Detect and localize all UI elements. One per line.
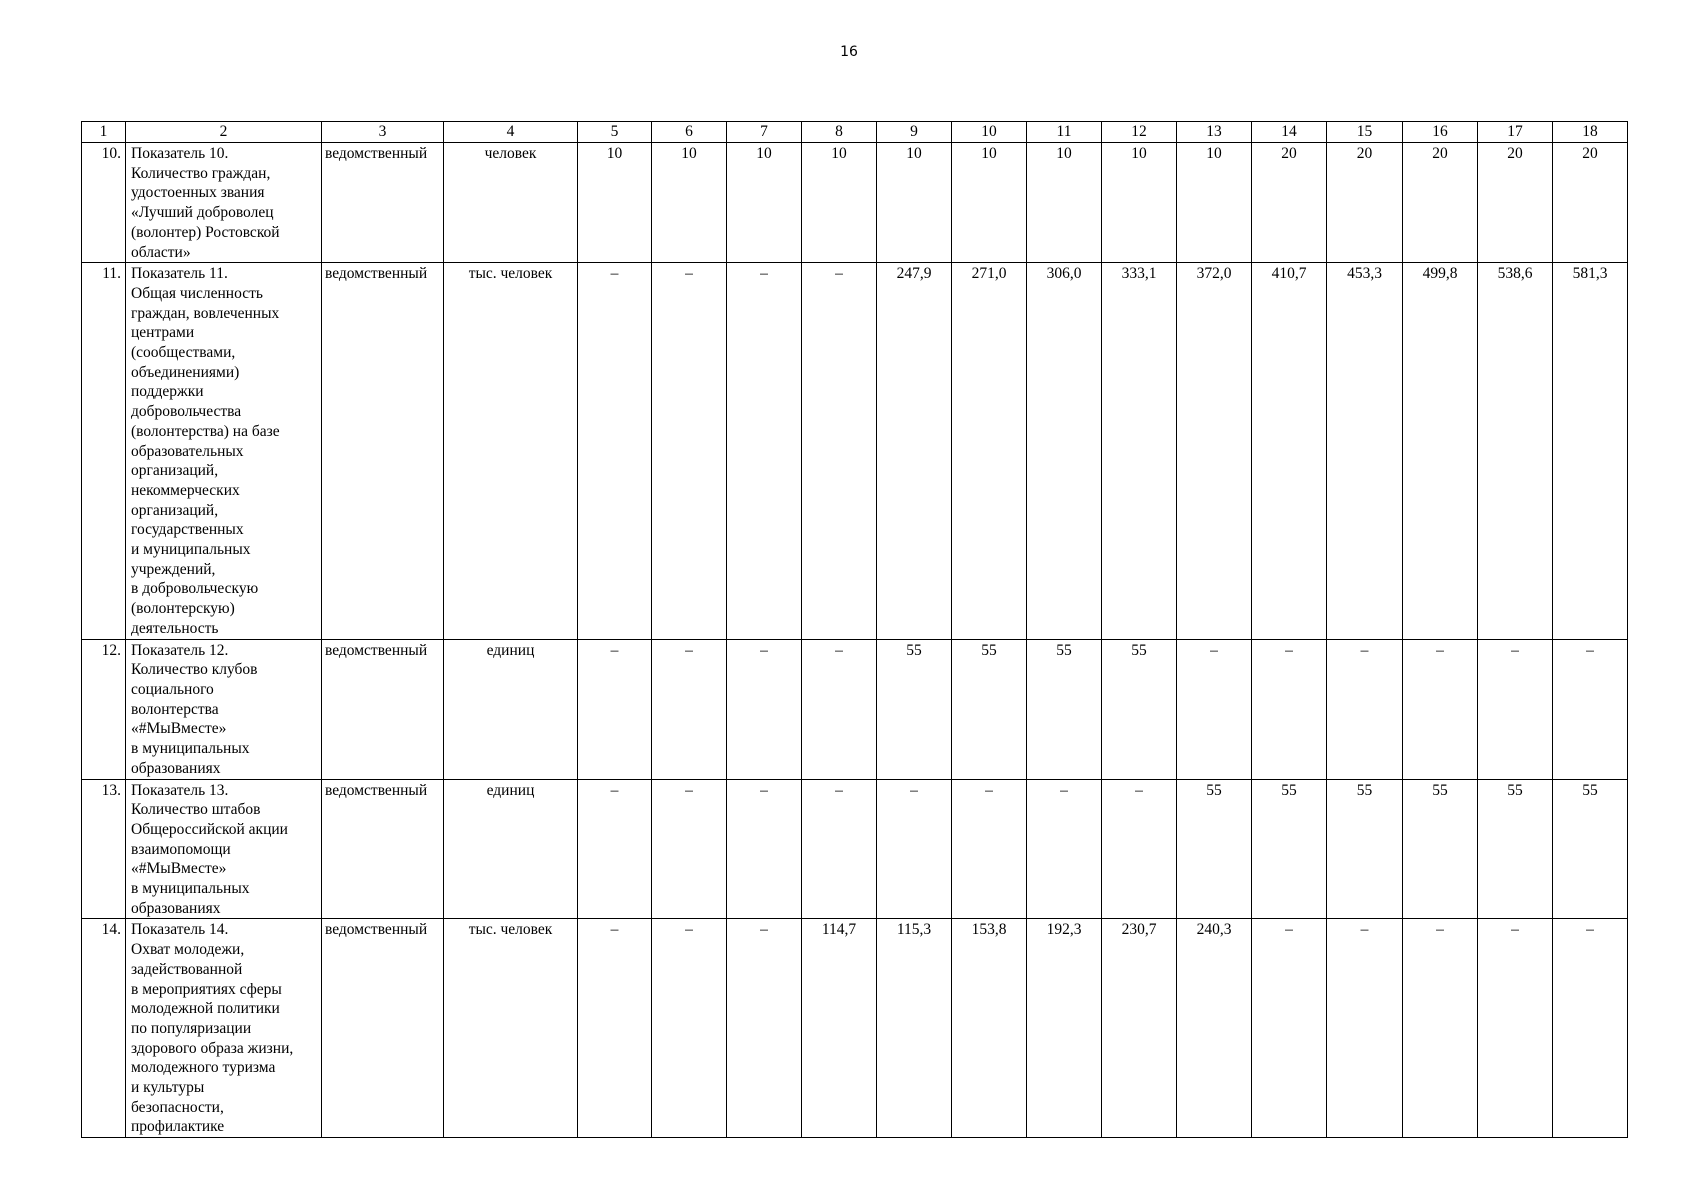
value-cell: – — [877, 779, 952, 919]
value-cell: – — [1252, 639, 1327, 779]
value-cell: 10 — [1027, 143, 1102, 263]
indicator-type-cell: ведомственный — [322, 263, 444, 639]
column-number-cell: 16 — [1403, 122, 1478, 143]
unit-cell: тыс. человек — [444, 919, 578, 1138]
value-cell: – — [1553, 919, 1628, 1138]
value-cell: – — [652, 263, 727, 639]
value-cell: – — [1327, 639, 1403, 779]
value-cell: – — [727, 639, 802, 779]
value-cell: – — [1027, 779, 1102, 919]
column-number-cell: 7 — [727, 122, 802, 143]
value-cell: 10 — [578, 143, 652, 263]
value-cell: 55 — [1478, 779, 1553, 919]
value-cell: 114,7 — [802, 919, 877, 1138]
row-number-cell: 13. — [82, 779, 126, 919]
value-cell: 20 — [1403, 143, 1478, 263]
indicator-name-cell: Показатель 10. Количество граждан, удостоенных звания «Лучший доброволец (волонтер) Ростовской области» — [126, 143, 322, 263]
value-cell: 10 — [1177, 143, 1252, 263]
value-cell: 333,1 — [1102, 263, 1177, 639]
page-number: 16 — [840, 44, 858, 60]
column-number-cell: 5 — [578, 122, 652, 143]
indicator-name-cell: Показатель 13. Количество штабов Общероссийской акции взаимопомощи «#МыВместе» в муниципальных образованиях — [126, 779, 322, 919]
value-cell: – — [578, 779, 652, 919]
value-cell: – — [578, 263, 652, 639]
unit-cell: единиц — [444, 639, 578, 779]
value-cell: 20 — [1478, 143, 1553, 263]
value-cell: – — [1102, 779, 1177, 919]
indicator-name-cell: Показатель 11. Общая численность граждан, вовлеченных центрами (сообществами, объединениями) поддержки добровольчества (волонтерства) на базе образовательных организаций, некоммерческих организаций, государственных и муниципальных учреждений, в добровольческую (волонтерскую) деятельность — [126, 263, 322, 639]
value-cell: 153,8 — [952, 919, 1027, 1138]
value-cell: 55 — [1252, 779, 1327, 919]
row-number-cell: 12. — [82, 639, 126, 779]
indicator-row — [82, 639, 1628, 779]
value-cell: – — [652, 779, 727, 919]
column-number-cell: 1 — [82, 122, 126, 143]
column-number-cell: 17 — [1478, 122, 1553, 143]
value-cell: 55 — [1102, 639, 1177, 779]
value-cell: – — [1403, 639, 1478, 779]
value-cell: – — [1553, 639, 1628, 779]
value-cell: 10 — [727, 143, 802, 263]
column-number-cell: 15 — [1327, 122, 1403, 143]
indicator-type-cell: ведомственный — [322, 143, 444, 263]
value-cell: – — [1478, 639, 1553, 779]
value-cell: – — [578, 639, 652, 779]
indicator-row — [82, 143, 1628, 263]
value-cell: – — [952, 779, 1027, 919]
column-number-cell: 10 — [952, 122, 1027, 143]
value-cell: – — [1403, 919, 1478, 1138]
column-number-cell: 3 — [322, 122, 444, 143]
value-cell: 230,7 — [1102, 919, 1177, 1138]
value-cell: 10 — [952, 143, 1027, 263]
value-cell: 20 — [1252, 143, 1327, 263]
column-number-row — [82, 122, 1628, 143]
value-cell: 20 — [1327, 143, 1403, 263]
indicators-table — [81, 121, 1628, 1138]
row-number-cell: 11. — [82, 263, 126, 639]
indicator-type-cell: ведомственный — [322, 639, 444, 779]
value-cell: 247,9 — [877, 263, 952, 639]
value-cell: 453,3 — [1327, 263, 1403, 639]
value-cell: – — [652, 639, 727, 779]
column-number-cell: 2 — [126, 122, 322, 143]
value-cell: 115,3 — [877, 919, 952, 1138]
column-number-cell: 12 — [1102, 122, 1177, 143]
value-cell: 55 — [1403, 779, 1478, 919]
value-cell: – — [802, 639, 877, 779]
column-number-cell: 13 — [1177, 122, 1252, 143]
row-number-cell: 10. — [82, 143, 126, 263]
row-number-cell: 14. — [82, 919, 126, 1138]
value-cell: 538,6 — [1478, 263, 1553, 639]
indicator-row — [82, 919, 1628, 1138]
indicator-name-cell: Показатель 12. Количество клубов социального волонтерства «#МыВместе» в муниципальных образованиях — [126, 639, 322, 779]
value-cell: 581,3 — [1553, 263, 1628, 639]
value-cell: 271,0 — [952, 263, 1027, 639]
value-cell: 55 — [952, 639, 1027, 779]
column-number-cell: 14 — [1252, 122, 1327, 143]
value-cell: 55 — [877, 639, 952, 779]
indicator-type-cell: ведомственный — [322, 779, 444, 919]
column-number-cell: 6 — [652, 122, 727, 143]
value-cell: 499,8 — [1403, 263, 1478, 639]
value-cell: 20 — [1553, 143, 1628, 263]
indicator-row — [82, 263, 1628, 639]
value-cell: – — [727, 919, 802, 1138]
value-cell: – — [1177, 639, 1252, 779]
value-cell: 10 — [877, 143, 952, 263]
value-cell: 372,0 — [1177, 263, 1252, 639]
unit-cell: человек — [444, 143, 578, 263]
column-number-cell: 11 — [1027, 122, 1102, 143]
indicator-row — [82, 779, 1628, 919]
value-cell: 55 — [1553, 779, 1628, 919]
column-number-cell: 4 — [444, 122, 578, 143]
value-cell: 10 — [802, 143, 877, 263]
value-cell: 410,7 — [1252, 263, 1327, 639]
indicator-name-cell: Показатель 14. Охват молодежи, задействованной в мероприятиях сферы молодежной политики по популяризации здорового образа жизни, молодежного туризма и культуры безопасности, профилактике — [126, 919, 322, 1138]
column-number-cell: 18 — [1553, 122, 1628, 143]
value-cell: 10 — [1102, 143, 1177, 263]
indicator-type-cell: ведомственный — [322, 919, 444, 1138]
value-cell: – — [652, 919, 727, 1138]
value-cell: 306,0 — [1027, 263, 1102, 639]
value-cell: 10 — [652, 143, 727, 263]
value-cell: – — [802, 263, 877, 639]
value-cell: – — [727, 263, 802, 639]
value-cell: 55 — [1327, 779, 1403, 919]
unit-cell: единиц — [444, 779, 578, 919]
value-cell: – — [578, 919, 652, 1138]
value-cell: 55 — [1027, 639, 1102, 779]
column-number-cell: 8 — [802, 122, 877, 143]
value-cell: – — [1252, 919, 1327, 1138]
unit-cell: тыс. человек — [444, 263, 578, 639]
value-cell: – — [1478, 919, 1553, 1138]
column-number-cell: 9 — [877, 122, 952, 143]
value-cell: – — [802, 779, 877, 919]
value-cell: – — [1327, 919, 1403, 1138]
value-cell: – — [727, 779, 802, 919]
value-cell: 240,3 — [1177, 919, 1252, 1138]
value-cell: 55 — [1177, 779, 1252, 919]
value-cell: 192,3 — [1027, 919, 1102, 1138]
